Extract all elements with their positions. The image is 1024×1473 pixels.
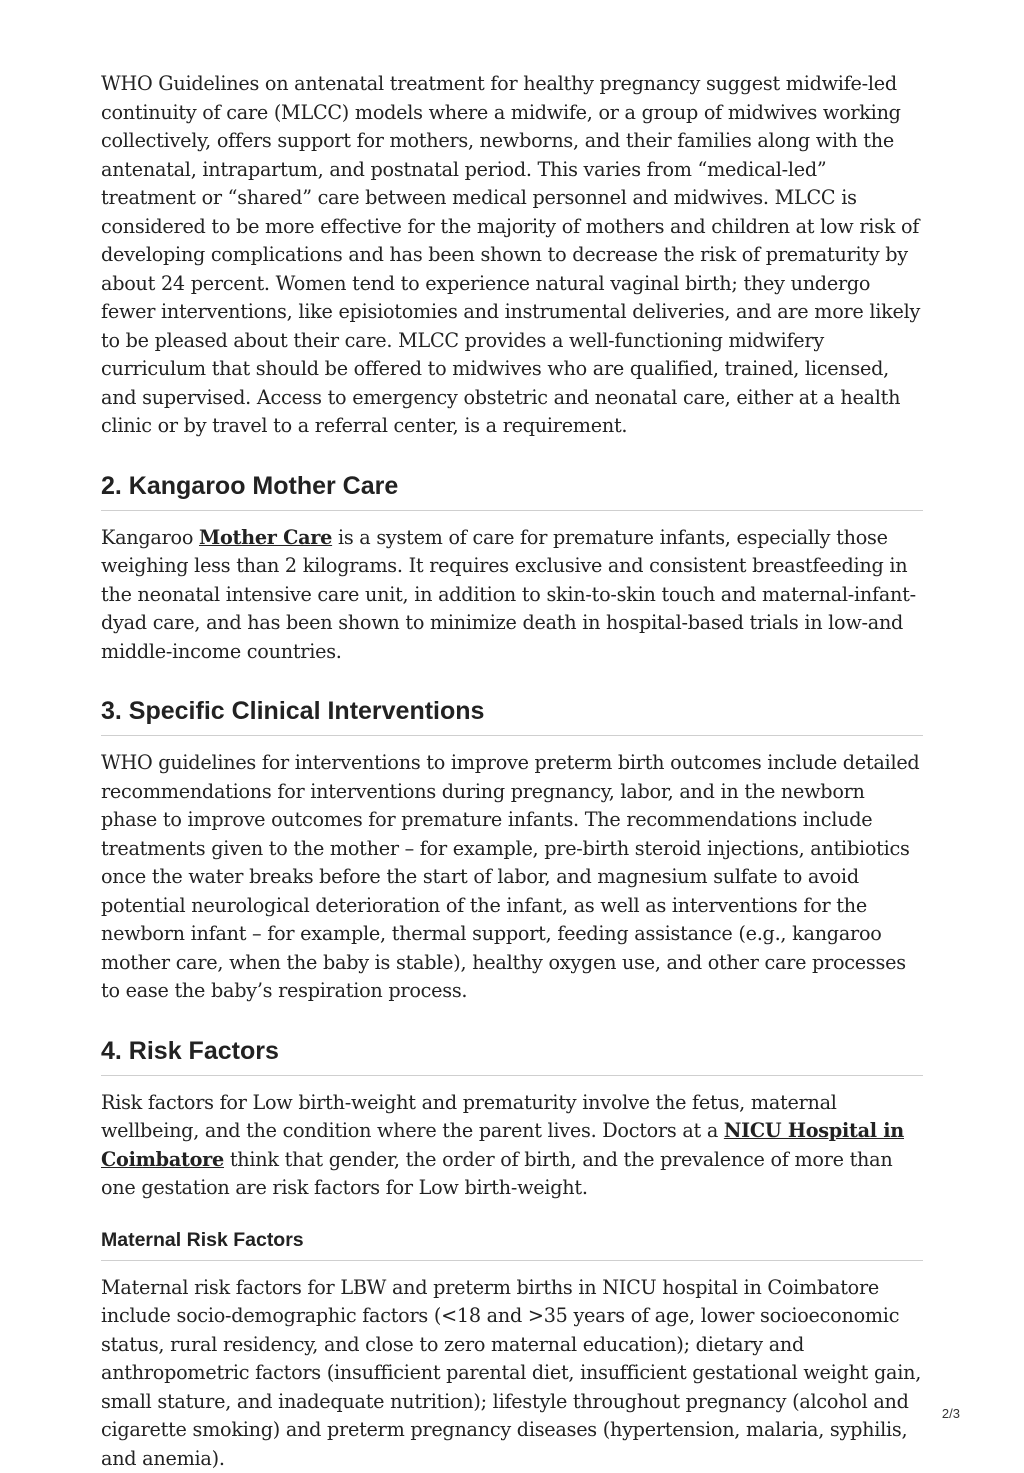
kangaroo-text-before: Kangaroo: [101, 526, 199, 549]
risk-heading: 4. Risk Factors: [101, 1036, 923, 1076]
clinical-paragraph: WHO guidelines for interventions to improve preterm birth outcomes include detailed recommendations for interventions during pregnancy, labor, and in the newborn phase to improve outcomes for premature infants. The recommendations include treatments given to the mother – for example, pre-birth steroid injections, antibiotics once the water breaks before the start of labor, and magnesium sulfate to avoid potential neurological deterioration of the infant, as well as interventions for the newborn infant – for example, thermal support, feeding assistance (e.g., kangaroo mother care, when the baby is stable), healthy oxygen use, and other care processes to ease the baby’s respiration process.: [101, 749, 923, 1006]
intro-paragraph: WHO Guidelines on antenatal treatment for healthy pregnancy suggest midwife-led continuity of care (MLCC) models where a midwife, or a group of midwives working collectively, offers support for mothers, newborns, and their families along with the antenatal, intrapartum, and postnatal period. This varies from “medical-led” treatment or “shared” care between medical personnel and midwives. MLCC is considered to be more effective for the majority of mothers and children at low risk of developing complications and has been shown to decrease the risk of prematurity by about 24 percent. Women tend to experience natural vaginal birth; they undergo fewer interventions, like episiotomies and instrumental deliveries, and are more likely to be pleased about their care. MLCC provides a well-functioning midwifery curriculum that should be offered to midwives who are qualified, trained, licensed, and supervised. Access to emergency obstetric and neonatal care, either at a health clinic or by travel to a referral center, is a requirement.: [101, 70, 923, 441]
article-content: [101, 70, 923, 1473]
risk-text-before: Risk factors for Low birth-weight and prematurity involve the fetus, maternal wellbeing, and the condition where the parent lives. Doctors at a: [101, 1091, 837, 1143]
kangaroo-paragraph: [101, 524, 923, 667]
mother-care-link[interactable]: Mother Care: [199, 526, 332, 549]
page-number: 2/3: [942, 1406, 960, 1421]
maternal-paragraph: Maternal risk factors for LBW and preterm births in NICU hospital in Coimbatore include socio-demographic factors (<18 and >35 years of age, lower socioeconomic status, rural residency, and close to zero maternal education); dietary and anthropometric factors (insufficient parental diet, insufficient gestational weight gain, small stature, and inadequate nutrition); lifestyle throughout pregnancy (alcohol and cigarette smoking) and preterm pregnancy diseases (hypertension, malaria, syphilis, and anemia).: [101, 1274, 923, 1473]
kangaroo-text-after: is a system of care for premature infants, especially those weighing less than 2 kilograms. It requires exclusive and consistent breastfeeding in the neonatal intensive care unit, in addition to skin-to-skin touch and maternal-infant-dyad care, and has been shown to minimize death in hospital-based trials in low-and middle-income countries.: [101, 526, 916, 663]
nicu-hospital-link[interactable]: NICU Hospital in Coimbatore: [101, 1119, 904, 1171]
risk-text-after: think that gender, the order of birth, and the prevalence of more than one gestation are risk factors for Low birth-weight.: [101, 1148, 892, 1200]
clinical-heading: 3. Specific Clinical Interventions: [101, 696, 923, 736]
kangaroo-heading: 2. Kangaroo Mother Care: [101, 471, 923, 511]
maternal-heading: Maternal Risk Factors: [101, 1228, 923, 1261]
risk-paragraph: [101, 1089, 923, 1203]
